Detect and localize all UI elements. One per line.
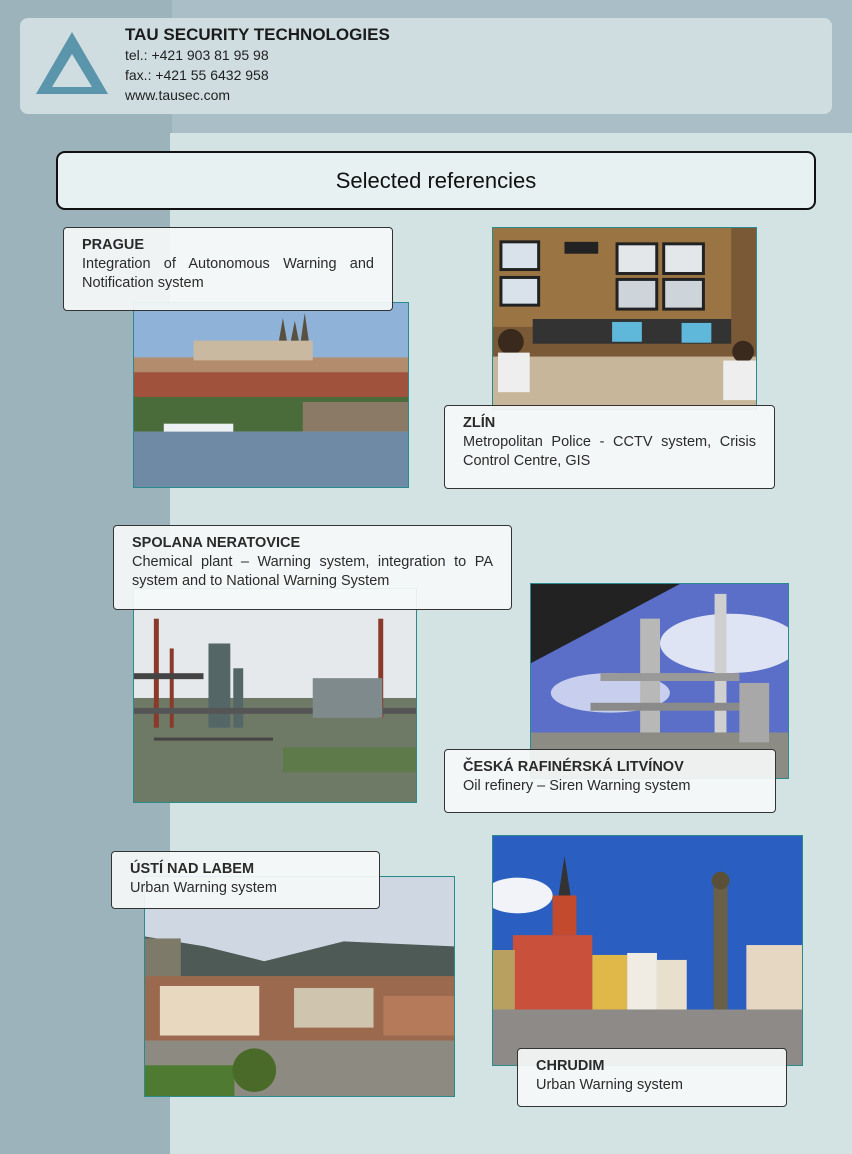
tau-logo-icon	[34, 30, 110, 96]
chrudim-photo	[492, 835, 803, 1066]
reference-card-chrudim	[517, 1048, 787, 1107]
reference-name: ČESKÁ RAFINÉRSKÁ LITVÍNOV	[463, 759, 684, 775]
reference-description: Metropolitan Police - CCTV system, Crisis Control Centre, GIS	[463, 434, 756, 469]
spolana-photo	[133, 588, 417, 803]
reference-description: Urban Warning system	[536, 1077, 683, 1093]
reference-card-litvinov	[444, 749, 776, 813]
usti-photo	[144, 876, 455, 1097]
reference-name: PRAGUE	[82, 237, 145, 253]
website-link[interactable]: www.tausec.com	[125, 87, 231, 103]
reference-card-spolana	[113, 525, 512, 610]
reference-description: Integration of Autonomous Warning and Notification system	[82, 256, 374, 291]
fax-number: fax.: +421 55 6432 958	[125, 67, 269, 83]
prague-photo	[133, 302, 409, 488]
phone-number: tel.: +421 903 81 95 98	[125, 47, 269, 63]
page-title: Selected referencies	[56, 151, 816, 210]
reference-name: ZLÍN	[463, 415, 496, 431]
reference-description: Oil refinery – Siren Warning system	[463, 778, 691, 794]
reference-card-zlin	[444, 405, 775, 489]
company-name: TAU SECURITY TECHNOLOGIES	[125, 25, 390, 44]
reference-card-usti	[111, 851, 380, 909]
reference-description: Urban Warning system	[130, 880, 277, 896]
reference-description: Chemical plant – Warning system, integration to PA system and to National Warning System	[132, 554, 493, 589]
reference-card-prague	[63, 227, 393, 311]
zlin-photo	[492, 227, 757, 410]
reference-name: ÚSTÍ NAD LABEM	[130, 861, 255, 877]
reference-name: CHRUDIM	[536, 1058, 605, 1074]
reference-name: SPOLANA NERATOVICE	[132, 535, 301, 551]
